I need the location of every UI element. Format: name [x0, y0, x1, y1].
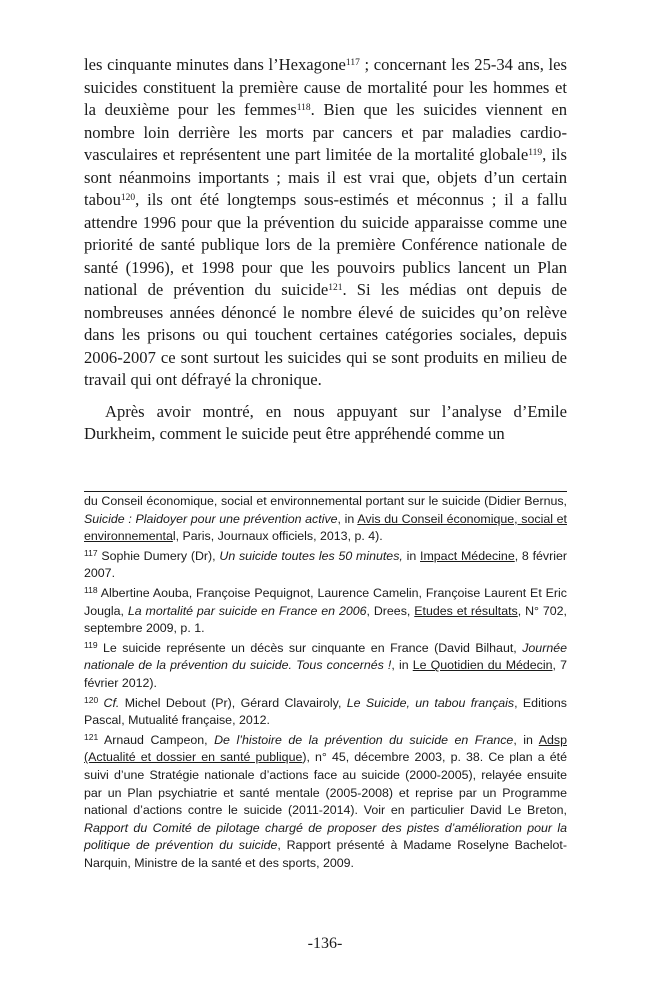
- text-run: , 8 février 2007.: [84, 548, 568, 581]
- text-run: , Editions Pascal, Mutualité française, 2012.: [84, 695, 568, 728]
- italic-abbreviation: Cf.: [103, 695, 120, 710]
- italic-title: Journée nationale de la prévention du suicide. Tous concernés !: [84, 640, 567, 673]
- source-link[interactable]: Avis du Conseil économique, social et environnementa: [84, 511, 567, 544]
- text-run: , in: [513, 732, 539, 747]
- source-link[interactable]: Adsp (Actualité et dossier en santé publique: [84, 732, 567, 765]
- text-run: , 7 février 2012).: [84, 658, 567, 690]
- source-link[interactable]: Le Quotidien du Médecin: [412, 658, 553, 673]
- paragraph-1: [84, 54, 567, 392]
- source-link[interactable]: Etudes et résultats: [414, 603, 518, 618]
- footnote-ref-120[interactable]: 120: [120, 193, 136, 203]
- footnote-number: 118: [84, 584, 98, 595]
- italic-title: La mortalité par suicide en France en 2006: [127, 603, 367, 618]
- footnote-continued: [84, 493, 567, 546]
- footnote-number: 117: [84, 547, 98, 558]
- footnotes: [84, 493, 567, 872]
- text-run: , ils ont été longtemps sous-estimés et méconnus ; il a fallu attendre 1996 pour que la prévention du suicide apparaisse comme une priorité de santé publique lors de la première Conférence nationale de santé (1996), et 1998 pour que les pouvoirs publics lancent un Plan national de prévention du suicide: [84, 190, 567, 299]
- source-link[interactable]: Impact Médecine: [420, 548, 515, 563]
- text-run: . Bien que les suicides viennent en nombre loin derrière les morts par cancers et par maladies cardio-vasculaires et représentent une part limitée de la mortalité globale: [84, 100, 568, 164]
- footnote-ref-118[interactable]: 118: [296, 103, 311, 113]
- text-run: les cinquante minutes dans l’Hexagone: [84, 55, 346, 74]
- text-run: , in: [391, 658, 413, 673]
- footnote-119: [84, 640, 567, 693]
- text-run: ; concernant les 25-34 ans, les suicides constituent la première cause de mortalité pour les hommes et la deuxième pour les femmes: [84, 55, 567, 119]
- footnote-number: 119: [84, 639, 98, 650]
- footnote-number: 121: [84, 731, 99, 742]
- text-run: Sophie Dumery (Dr),: [97, 548, 220, 563]
- footnote-ref-117[interactable]: 117: [345, 58, 360, 68]
- text-run: Arnaud Campeon,: [98, 732, 215, 747]
- text-run: Le suicide représente un décès sur cinquante en France (David Bilhaut,: [97, 640, 523, 655]
- italic-title: Suicide : Plaidoyer pour une prévention active: [84, 511, 338, 526]
- paragraph-2: Après avoir montré, en nous appuyant sur l’analyse d’Emile Durkheim, comment le suicide peut être appréhendé comme un: [84, 401, 567, 443]
- text-run: ), n° 45, décembre 2003, p. 38. Ce plan a été suivi d’une Stratégie nationale d’actions face au suicide (2000-2005), relayée ensuite par un Plan psychiatrie et santé mentale (2005-2008) et reprise par un Programme national d’actions contre le suicide (2011-2014). Voir en particulier David Le Breton,: [84, 750, 567, 818]
- text-run: , Rapport présenté à Madame Roselyne Bachelot-Narquin, Ministre de la santé et des sports, 2009.: [84, 838, 567, 870]
- body-text: [84, 54, 567, 446]
- italic-title: Le Suicide, un tabou français: [346, 695, 515, 710]
- text-run: Albertine Aouba, Françoise Pequignot, Laurence Camelin, Françoise Laurent Et Eric Jougla,: [84, 585, 567, 618]
- text-run: in: [402, 548, 421, 563]
- footnote-ref-119[interactable]: 119: [528, 148, 543, 158]
- italic-title: De l’histoire de la prévention du suicide en France: [214, 732, 514, 747]
- text-run: Michel Debout (Pr), Gérard Clavairoly,: [119, 695, 347, 710]
- text-run: , N° 702, septembre 2009, p. 1.: [84, 603, 567, 636]
- footnote-number: 120: [84, 694, 99, 705]
- italic-title: Rapport du Comité de pilotage chargé de proposer des pistes d’amélioration pour la politique de prévention du suicide: [84, 820, 567, 853]
- text-run: du Conseil économique, social et environnemental portant sur le suicide (Didier Bernus,: [84, 494, 567, 508]
- text-run: l, Paris, Journaux officiels, 2013, p. 4).: [172, 529, 383, 544]
- footnote-separator: [84, 491, 567, 492]
- footnote-121: [84, 732, 567, 873]
- page-number: -136-: [307, 935, 343, 952]
- footnote-117: [84, 548, 567, 583]
- italic-title: Un suicide toutes les 50 minutes,: [219, 548, 403, 563]
- text-run: , in: [337, 511, 358, 526]
- footnote-120: [84, 695, 567, 730]
- footnote-118: [84, 585, 567, 638]
- text-run: . Si les médias ont depuis de nombreuses années dénoncé le nombre élevé de suicides qu’on relève dans les prisons ou qui touchent certaines catégories sociales, depuis 2006-2007 ce sont surtout les suicides qui se sont produits en milieu de travail qui ont défrayé la chronique.: [84, 280, 567, 389]
- text-run: , Drees,: [366, 603, 415, 618]
- footnote-ref-121[interactable]: 121: [328, 283, 343, 293]
- text-run: , ils sont néanmoins importants ; mais il est vrai que, objets d’un certain tabou: [84, 145, 567, 209]
